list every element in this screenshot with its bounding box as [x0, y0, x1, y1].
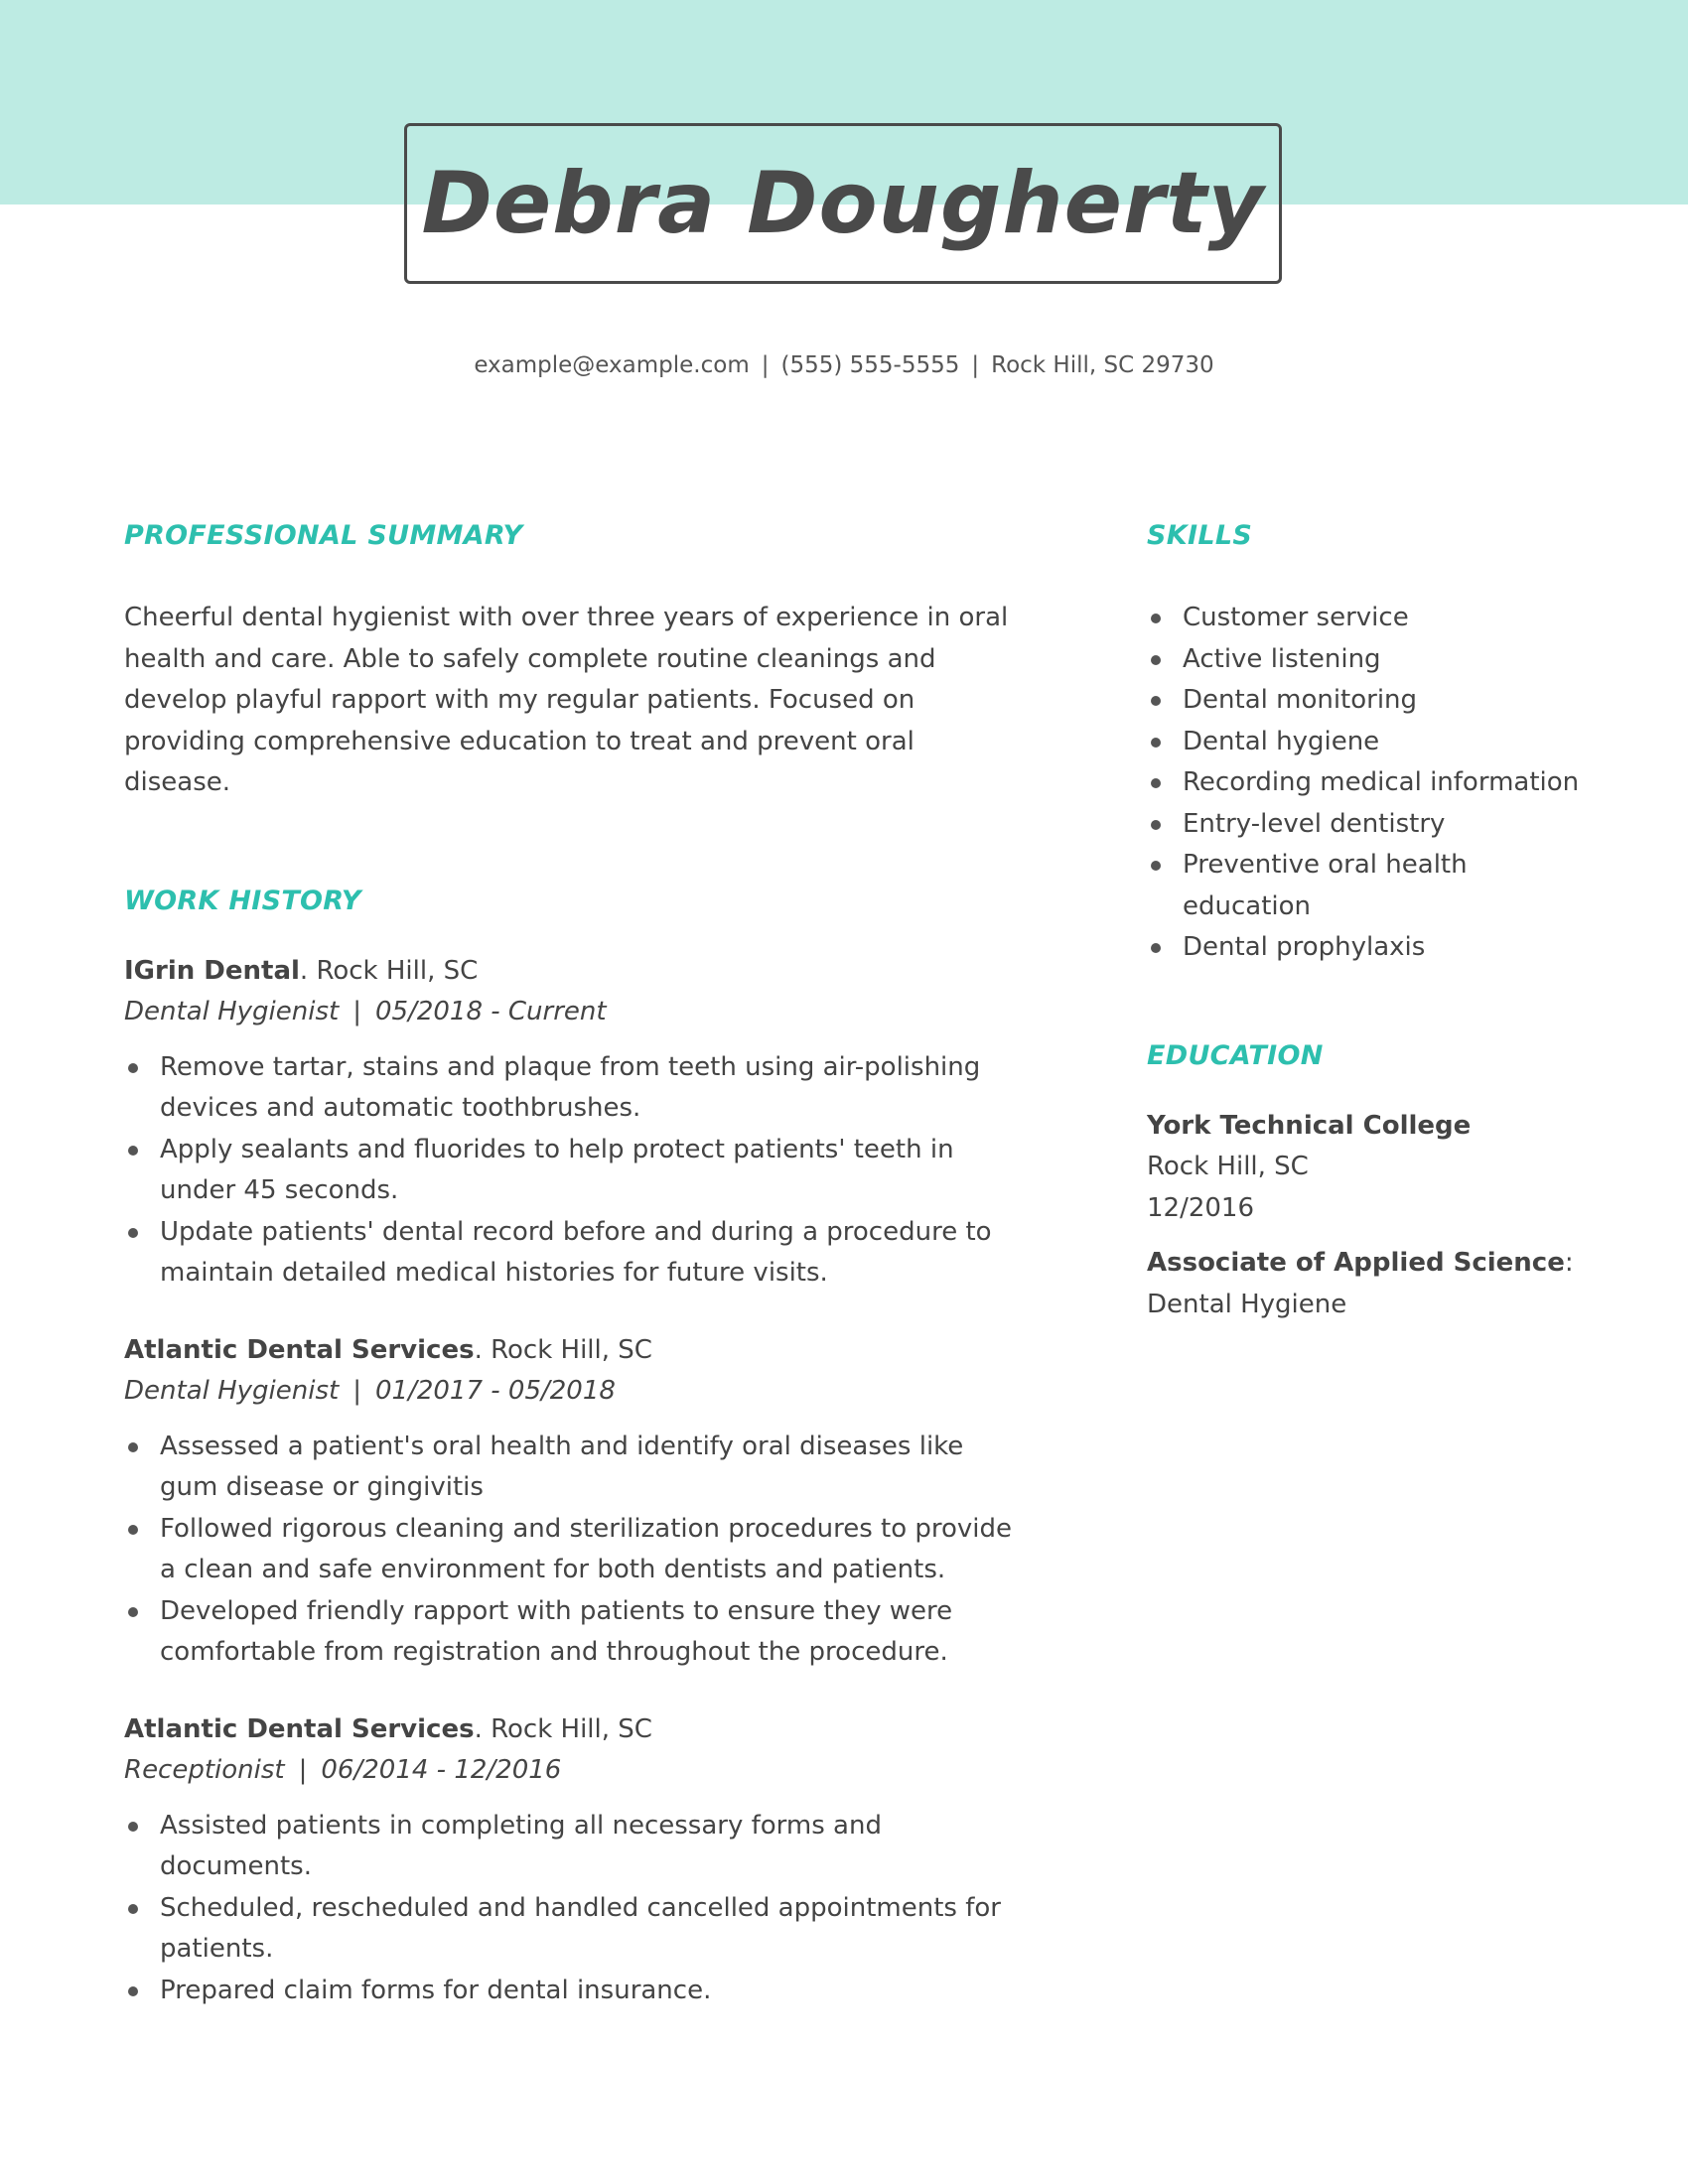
- job-bullet: Apply sealants and fluorides to help protect patients' teeth in under 45 seconds.: [124, 1130, 1018, 1212]
- education-degree-colon: :: [1564, 1248, 1574, 1278]
- skill-item: Active listening: [1147, 639, 1604, 681]
- job-entry: [124, 1709, 1018, 2012]
- job-location: Rock Hill, SC: [491, 1713, 652, 1744]
- job-entry: [124, 951, 1018, 1295]
- skill-item: Preventive oral health education: [1147, 845, 1604, 927]
- job-role-line: [124, 992, 1018, 1033]
- job-bullet: Assisted patients in completing all necessary forms and documents.: [124, 1806, 1018, 1888]
- education-location: Rock Hill, SC: [1147, 1152, 1309, 1181]
- summary-heading: PROFESSIONAL SUMMARY: [124, 520, 523, 551]
- skill-item: Customer service: [1147, 598, 1604, 639]
- contact-location: Rock Hill, SC 29730: [991, 352, 1214, 378]
- main-column: [124, 516, 1018, 2047]
- candidate-name: Debra Dougherty: [421, 154, 1265, 253]
- job-bullet: Developed friendly rapport with patients to ensure they were comfortable from registration and throughout the procedure.: [124, 1591, 1018, 1674]
- skill-item: Dental hygiene: [1147, 722, 1604, 763]
- contact-line: [0, 352, 1688, 378]
- skills-heading: SKILLS: [1147, 520, 1253, 551]
- education-degree: Associate of Applied Science: [1147, 1248, 1565, 1278]
- job-bullet: Scheduled, rescheduled and handled cancelled appointments for patients.: [124, 1888, 1018, 1971]
- education-date: 12/2016: [1147, 1192, 1255, 1223]
- job-separator: |: [352, 1376, 361, 1406]
- job-bullets: [124, 1047, 1018, 1295]
- skill-item: Recording medical information: [1147, 762, 1604, 804]
- job-role-line: [124, 1750, 1018, 1792]
- skill-item: Dental prophylaxis: [1147, 927, 1604, 969]
- job-location: Rock Hill, SC: [316, 955, 479, 986]
- contact-separator: |: [971, 352, 980, 378]
- summary-text: Cheerful dental hygienist with over three years of experience in oral health and care. Able to safely complete routine cleanings and develop playful rapport with my regular patients. Focused on providing comprehensive education to treat and prevent oral disease.: [124, 603, 1009, 797]
- job-bullet: Followed rigorous cleaning and sterilization procedures to provide a clean and safe environment for both dentists and patients.: [124, 1509, 1018, 1591]
- job-bullet: Prepared claim forms for dental insurance.: [124, 1971, 1018, 2012]
- skill-item: Dental monitoring: [1147, 680, 1604, 722]
- job-bullet: Remove tartar, stains and plaque from teeth using air-polishing devices and automatic toothbrushes.: [124, 1047, 1018, 1130]
- job-bullets: [124, 1806, 1018, 2012]
- job-separator: |: [352, 997, 361, 1026]
- job-dates: 06/2014 - 12/2016: [321, 1755, 562, 1785]
- job-company: Atlantic Dental Services: [124, 1713, 475, 1744]
- job-bullets: [124, 1427, 1018, 1674]
- education-school: York Technical College: [1147, 1110, 1472, 1141]
- job-bullet: Update patients' dental record before and during a procedure to maintain detailed medical histories for future visits.: [124, 1212, 1018, 1295]
- education-heading: EDUCATION: [1147, 1039, 1324, 1071]
- side-column: [1147, 516, 1604, 1325]
- contact-email: example@example.com: [474, 352, 750, 378]
- job-dates: 01/2017 - 05/2018: [374, 1376, 616, 1406]
- job-header: IGrin Dental. Rock Hill, SC: [124, 955, 479, 986]
- education-field: Dental Hygiene: [1147, 1289, 1347, 1319]
- skills-list: [1147, 598, 1604, 969]
- job-company: IGrin Dental: [124, 955, 300, 986]
- job-location: Rock Hill, SC: [491, 1334, 652, 1365]
- skill-item: Entry-level dentistry: [1147, 804, 1604, 846]
- contact-phone: (555) 555-5555: [780, 352, 960, 378]
- name-frame: [404, 123, 1282, 284]
- job-bullet: Assessed a patient's oral health and identify oral diseases like gum disease or gingivitis: [124, 1427, 1018, 1509]
- education-degree-line: [1147, 1243, 1604, 1285]
- job-header: Atlantic Dental Services. Rock Hill, SC: [124, 1713, 652, 1744]
- job-header: Atlantic Dental Services. Rock Hill, SC: [124, 1334, 652, 1365]
- job-role-line: [124, 1371, 1018, 1413]
- job-entry: [124, 1330, 1018, 1674]
- job-company: Atlantic Dental Services: [124, 1334, 475, 1365]
- job-role: Dental Hygienist: [124, 997, 340, 1026]
- job-role: Receptionist: [124, 1755, 285, 1785]
- contact-separator: |: [761, 352, 770, 378]
- work-history-heading: WORK HISTORY: [124, 885, 361, 916]
- job-separator: |: [298, 1755, 308, 1785]
- job-role: Dental Hygienist: [124, 1376, 340, 1406]
- job-dates: 05/2018 - Current: [374, 997, 607, 1026]
